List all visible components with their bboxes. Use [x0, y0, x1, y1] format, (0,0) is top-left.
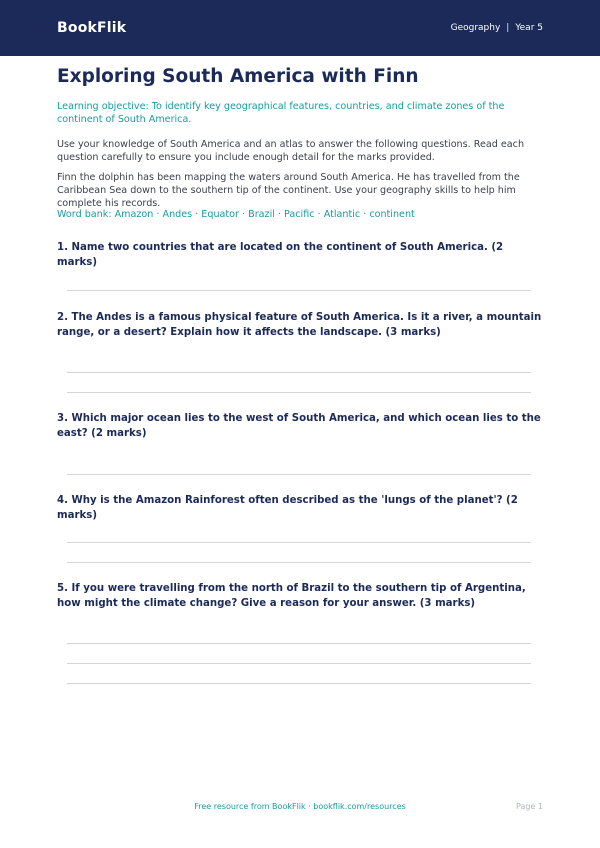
header-meta [451, 23, 543, 33]
answer-line[interactable] [67, 290, 531, 291]
answer-line[interactable] [67, 542, 531, 543]
question-3: 3. Which major ocean lies to the west of South America, and which ocean lies to the east? (2 marks) [57, 413, 541, 439]
year-label: Year 5 [515, 23, 543, 33]
answer-line[interactable] [67, 562, 531, 563]
answer-line[interactable] [67, 372, 531, 373]
page-number: Page 1 [516, 802, 543, 811]
answer-line[interactable] [67, 663, 531, 664]
footer-credit[interactable]: Free resource from BookFlik · bookflik.com/resources [194, 802, 406, 811]
question-4: 4. Why is the Amazon Rainforest often described as the 'lungs of the planet'? (2 marks) [57, 495, 518, 521]
page-title: Exploring South America with Finn [57, 66, 419, 87]
answer-line[interactable] [67, 643, 531, 644]
question-1: 1. Name two countries that are located on the continent of South America. (2 marks) [57, 242, 504, 268]
question-5: 5. If you were travelling from the north of Brazil to the southern tip of Argentina, how might the climate change? Give a reason for your answer. (3 marks) [57, 583, 526, 609]
subject-label: Geography [450, 23, 501, 33]
instructions-paragraph: Use your knowledge of South America and an atlas to answer the following questions. Read each question carefully to ensure you include enough detail for the marks provided. [57, 139, 525, 163]
question-2: 2. The Andes is a famous physical feature of South America. Is it a river, a mountain range, or a desert? Explain how it affects the landscape. (3 marks) [57, 312, 542, 338]
brand-logo[interactable]: BookFlik [57, 20, 127, 36]
answer-line[interactable] [67, 474, 531, 475]
page-header [0, 0, 600, 56]
story-paragraph: Finn the dolphin has been mapping the waters around South America. He has travelled from the Caribbean Sea down to the southern tip of the continent. Use your geography skills to help him complete his records. [57, 172, 520, 209]
learning-objective: Learning objective: To identify key geographical features, countries, and climate zones of the continent of South America. [57, 101, 505, 125]
answer-line[interactable] [67, 392, 531, 393]
answer-line[interactable] [67, 683, 531, 684]
word-bank: Word bank: Amazon · Andes · Equator · Brazil · Pacific · Atlantic · continent [57, 209, 415, 220]
meta-separator: | [506, 23, 510, 33]
